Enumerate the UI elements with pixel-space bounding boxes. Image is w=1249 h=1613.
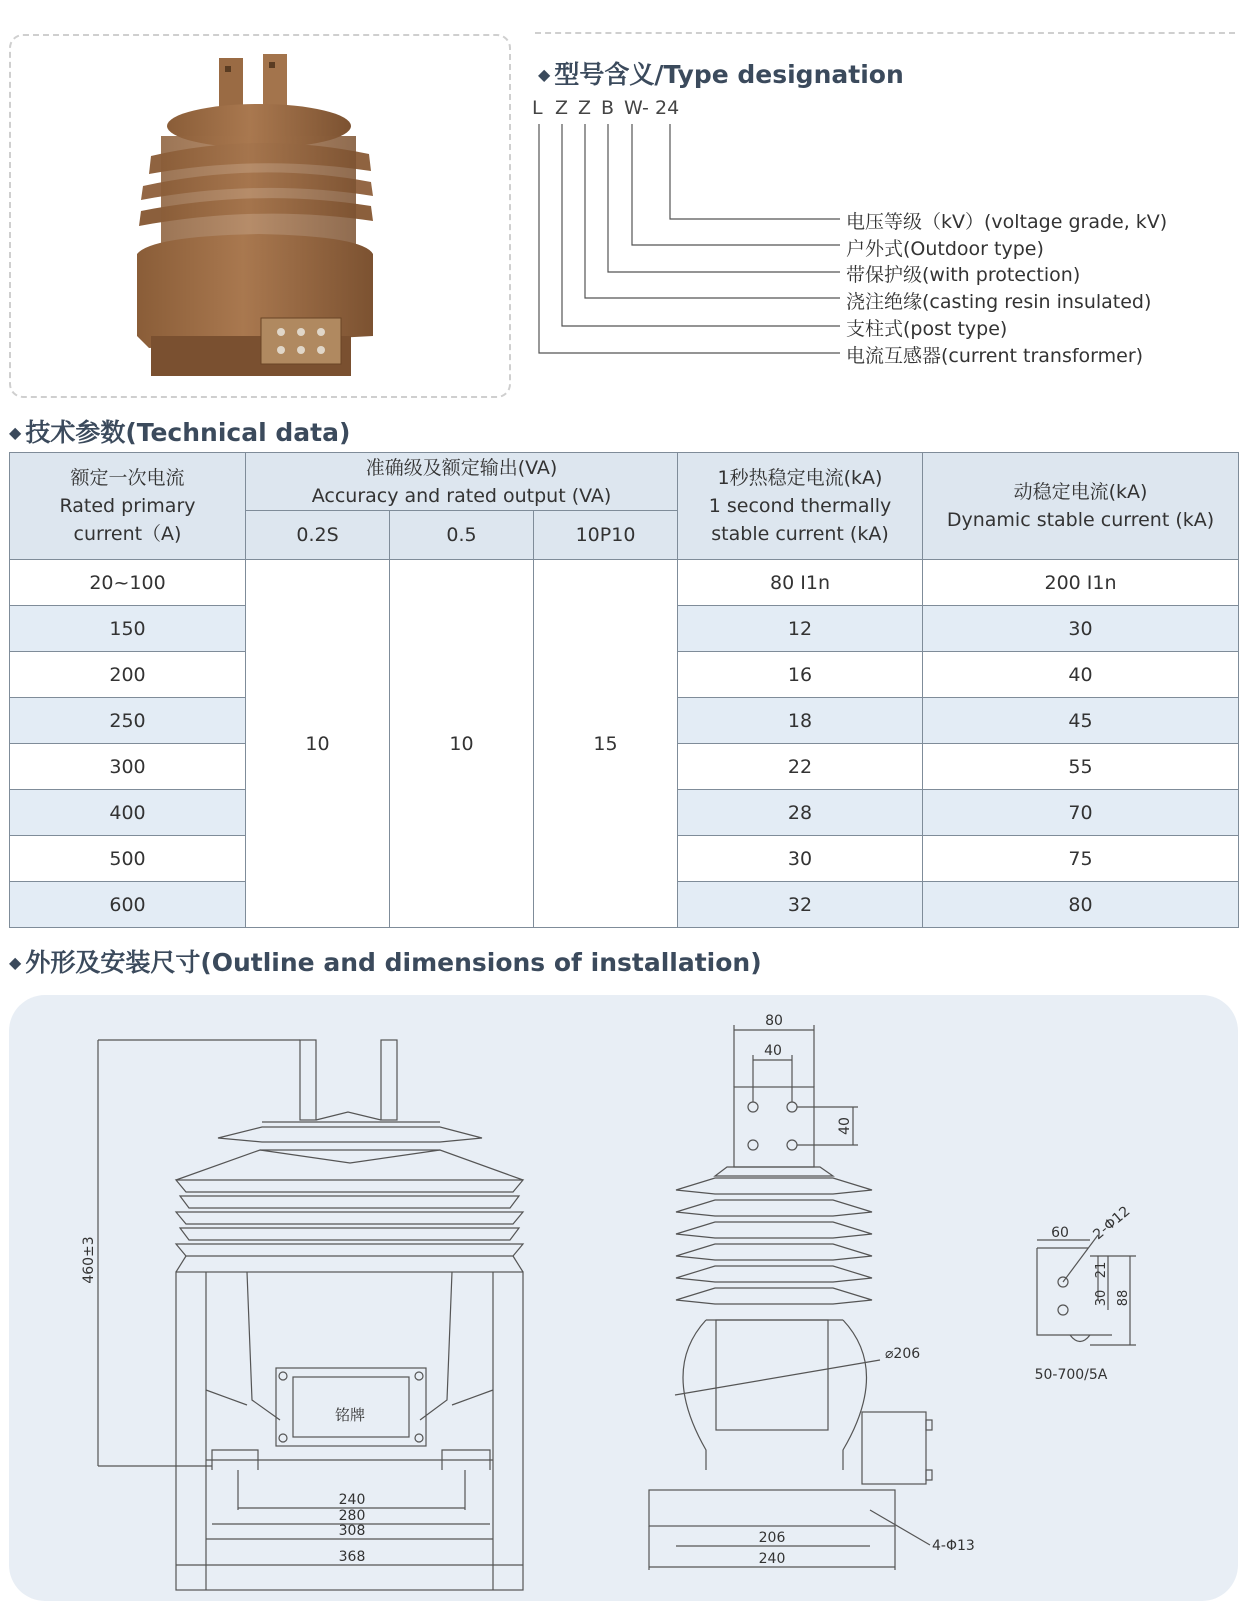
cell-primary: 20~100	[10, 560, 246, 606]
code-letter: W-	[624, 97, 649, 119]
dim-240-side: 240	[758, 1551, 786, 1567]
cell-dynamic: 40	[923, 652, 1239, 698]
cell-dynamic: 200 I1n	[923, 560, 1239, 606]
cell-thermal: 12	[678, 606, 923, 652]
cell-thermal: 28	[678, 790, 923, 836]
cell-thermal: 32	[678, 882, 923, 928]
desc-insulation: 浇注绝缘(casting resin insulated)	[846, 291, 1152, 313]
type-title: ◆ 型号含义/Type designation	[538, 60, 904, 89]
cell-dynamic: 30	[923, 606, 1239, 652]
desc-protection: 带保护级(with protection)	[846, 264, 1081, 286]
cell-primary: 300	[10, 744, 246, 790]
dim-40-horizontal: 40	[764, 1043, 782, 1059]
desc-outdoor: 户外式(Outdoor type)	[846, 238, 1044, 260]
cell-primary: 500	[10, 836, 246, 882]
cell-thermal: 30	[678, 836, 923, 882]
dim-240: 240	[338, 1492, 366, 1508]
code-letter: Z	[555, 97, 569, 119]
dim-holes: 4-Φ13	[932, 1538, 975, 1554]
tech-title: ◆ 技术参数(Technical data)	[9, 418, 351, 447]
cell-primary: 150	[10, 606, 246, 652]
cell-merged-02s: 10	[246, 560, 390, 928]
code-letter: Z	[578, 97, 592, 119]
header-class-05: 0.5	[390, 511, 534, 560]
cell-thermal: 80 I1n	[678, 560, 923, 606]
cell-thermal: 16	[678, 652, 923, 698]
dim-30: 30	[1094, 1289, 1109, 1307]
dim-height: 460±3	[81, 1236, 97, 1284]
header-class-10p10: 10P10	[534, 511, 678, 560]
cell-merged-10p10: 15	[534, 560, 678, 928]
dim-280: 280	[338, 1508, 366, 1524]
cell-primary: 600	[10, 882, 246, 928]
dim-60: 60	[1051, 1225, 1069, 1241]
cell-dynamic: 70	[923, 790, 1239, 836]
cell-thermal: 18	[678, 698, 923, 744]
cell-primary: 200	[10, 652, 246, 698]
dim-206: 206	[758, 1530, 786, 1546]
cell-dynamic: 55	[923, 744, 1239, 790]
dim-308: 308	[338, 1523, 366, 1539]
nameplate-label: 铭牌	[334, 1406, 366, 1424]
header-accuracy: 准确级及额定输出(VA) Accuracy and rated output (VA)	[246, 453, 678, 511]
header-thermal: 1秒热稳定电流(kA) 1 second thermally stable current (kA)	[678, 453, 923, 560]
cell-primary: 250	[10, 698, 246, 744]
dim-40-vertical: 40	[837, 1117, 853, 1135]
cell-dynamic: 45	[923, 698, 1239, 744]
desc-voltage: 电压等级（kV）(voltage grade, kV)	[846, 211, 1168, 233]
detail-label: 50-700/5A	[1034, 1367, 1108, 1383]
code-letter: B	[601, 97, 615, 119]
dim-21: 21	[1094, 1261, 1109, 1279]
cell-dynamic: 80	[923, 882, 1239, 928]
header-dynamic: 动稳定电流(kA) Dynamic stable current (kA)	[923, 453, 1239, 560]
outline-title: ◆ 外形及安装尺寸(Outline and dimensions of installation)	[9, 948, 762, 977]
desc-ct: 电流互感器(current transformer)	[846, 345, 1144, 367]
dim-80: 80	[765, 1013, 783, 1029]
cell-dynamic: 75	[923, 836, 1239, 882]
dim-368: 368	[338, 1549, 366, 1565]
dim-diameter: ⌀206	[885, 1346, 921, 1362]
dim-holes-detail: 2-Φ12	[1090, 1203, 1134, 1244]
desc-post: 支柱式(post type)	[846, 318, 1008, 340]
cell-thermal: 22	[678, 744, 923, 790]
code-letter: 24	[655, 97, 680, 119]
header-class-02s: 0.2S	[246, 511, 390, 560]
code-letter: L	[532, 97, 543, 119]
cell-primary: 400	[10, 790, 246, 836]
cell-merged-05: 10	[390, 560, 534, 928]
dim-88: 88	[1116, 1289, 1131, 1307]
header-rated-primary: 额定一次电流 Rated primary current（A)	[10, 453, 246, 560]
